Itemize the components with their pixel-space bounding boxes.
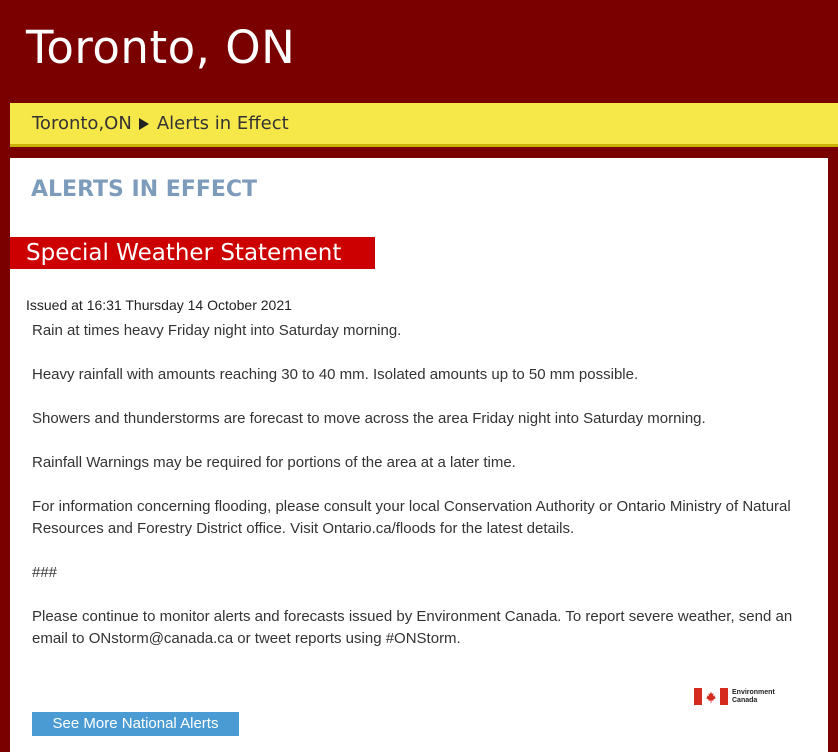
alerts-panel: [10, 158, 828, 752]
canada-flag-icon: [694, 688, 728, 705]
section-title: ALERTS IN EFFECT: [31, 177, 258, 202]
alert-paragraph: For information concerning flooding, please consult your local Conservation Authority or Ontario Ministry of Natural Resources and Forestry District office. Visit Ontario.ca/floods for the latest details.: [32, 498, 791, 537]
logo-line-2: Canada: [732, 696, 758, 704]
alert-paragraph: Heavy rainfall with amounts reaching 30 to 40 mm. Isolated amounts up to 50 mm possible.: [32, 366, 639, 383]
alert-paragraph: Rainfall Warnings may be required for portions of the area at a later time.: [32, 454, 516, 471]
breadcrumb-current: Alerts in Effect: [156, 113, 289, 134]
alert-paragraph: Showers and thunderstorms are forecast to move across the area Friday night into Saturday morning.: [32, 410, 706, 427]
see-more-alerts-button[interactable]: See More National Alerts: [32, 712, 239, 736]
issued-timestamp: Issued at 16:31 Thursday 14 October 2021: [26, 297, 292, 313]
alert-type-banner: Special Weather Statement: [10, 237, 375, 269]
environment-canada-logo: [694, 688, 775, 705]
alert-paragraph: ###: [32, 564, 58, 581]
breadcrumb-location-link[interactable]: Toronto,ON: [32, 113, 132, 134]
alert-body: [32, 320, 802, 672]
alert-paragraph: Rain at times heavy Friday night into Saturday morning.: [32, 322, 402, 339]
logo-line-1: Environment: [732, 688, 775, 696]
alert-paragraph: Please continue to monitor alerts and forecasts issued by Environment Canada. To report severe weather, send an email to ONstorm@canada.ca or tweet reports using #ONStorm.: [32, 608, 793, 647]
breadcrumb: [10, 103, 838, 147]
page-title: Toronto, ON: [26, 21, 296, 74]
breadcrumb-arrow-icon: [139, 118, 149, 130]
